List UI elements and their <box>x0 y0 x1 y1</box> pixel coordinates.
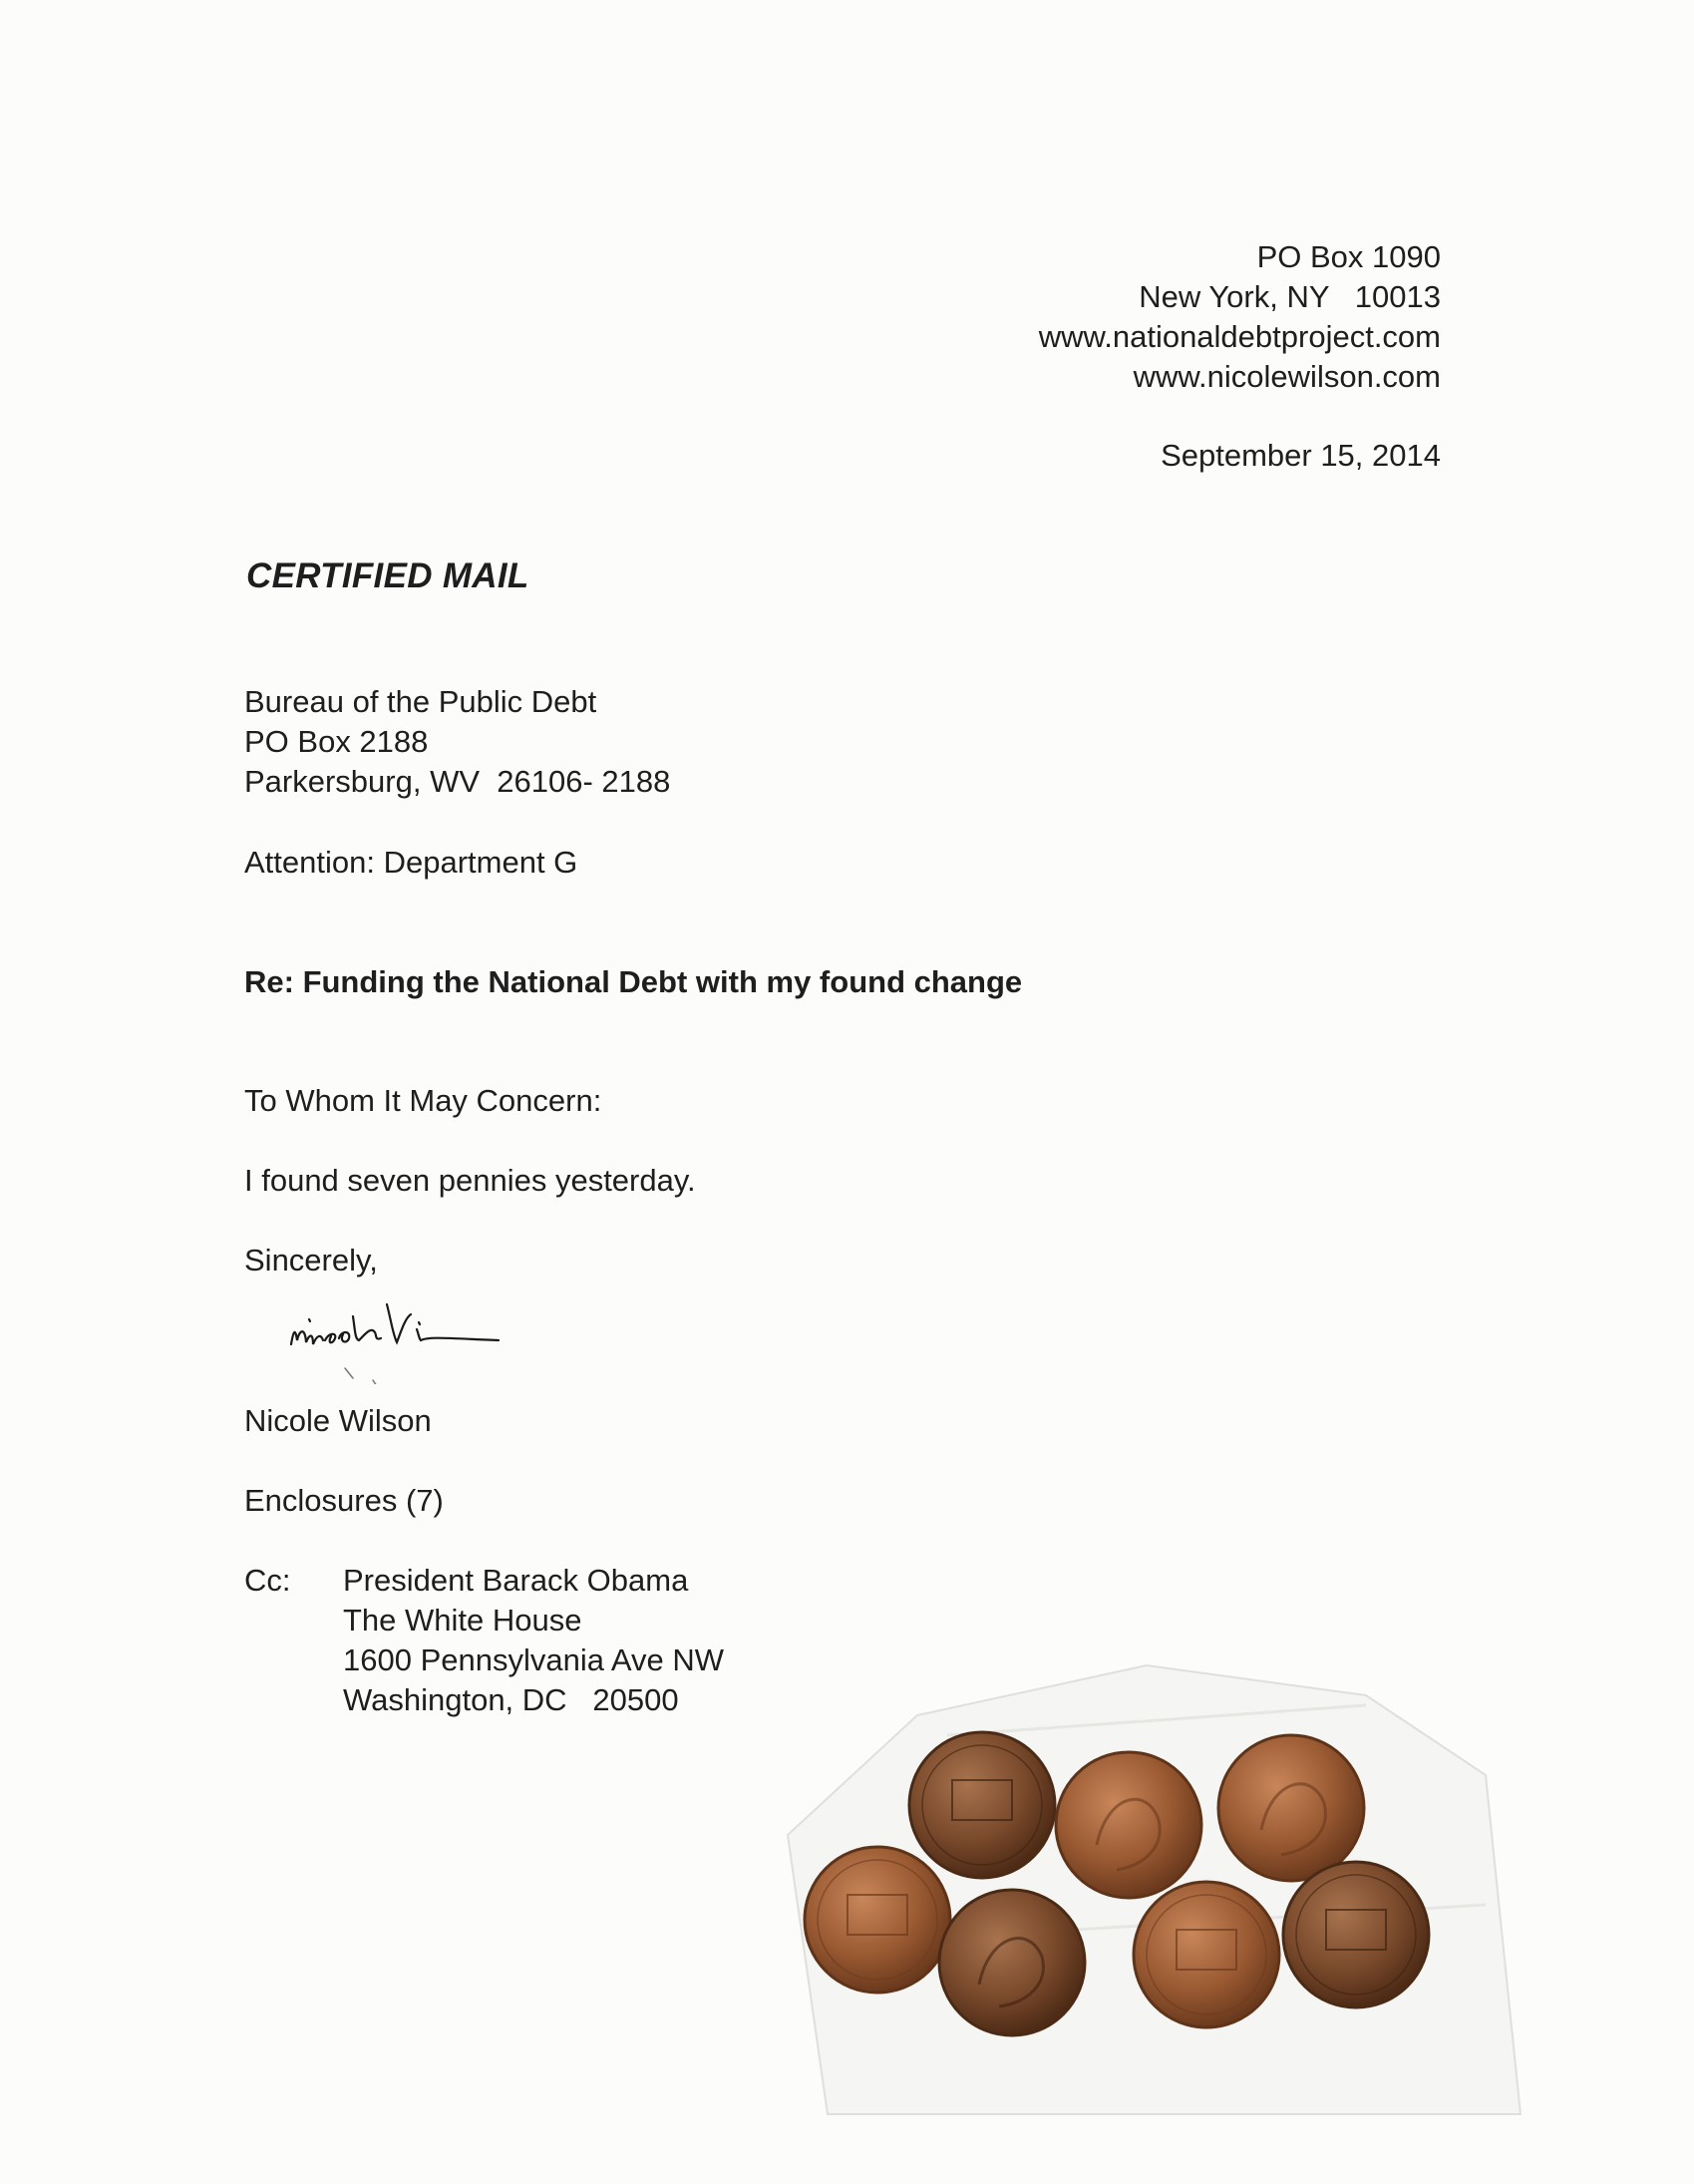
penny-7 <box>1283 1862 1429 2007</box>
enclosures-note: Enclosures (7) <box>244 1483 444 1518</box>
certified-mail-label: CERTIFIED MAIL <box>246 556 529 595</box>
cc-organization: The White House <box>343 1603 582 1638</box>
sender-website-1: www.nationaldebtproject.com <box>1038 319 1441 354</box>
signer-name: Nicole Wilson <box>244 1403 432 1438</box>
penny-4 <box>805 1847 950 1993</box>
recipient-city: Parkersburg, WV 26106- 2188 <box>244 764 671 799</box>
cc-city: Washington, DC 20500 <box>343 1682 679 1717</box>
letter-date: September 15, 2014 <box>1161 438 1441 473</box>
cc-street: 1600 Pennsylvania Ave NW <box>343 1642 724 1677</box>
sender-po-box: PO Box 1090 <box>1256 239 1441 274</box>
sender-city: New York, NY 10013 <box>1139 279 1441 314</box>
recipient-name: Bureau of the Public Debt <box>244 684 597 719</box>
cc-label: Cc: <box>244 1563 291 1598</box>
penny-5 <box>939 1890 1085 2035</box>
handwritten-signature <box>279 1274 598 1384</box>
closing: Sincerely, <box>244 1243 378 1277</box>
sender-website-2: www.nicolewilson.com <box>1133 359 1441 394</box>
letter-body: I found seven pennies yesterday. <box>244 1163 696 1198</box>
recipient-po-box: PO Box 2188 <box>244 724 429 759</box>
penny-1 <box>909 1732 1055 1878</box>
cc-address <box>343 1561 724 1720</box>
sender-address <box>1039 237 1441 397</box>
subject-line: Re: Funding the National Debt with my found change <box>244 964 1023 999</box>
enclosed-pennies-bag <box>768 1645 1535 2124</box>
recipient-address <box>244 682 670 802</box>
salutation: To Whom It May Concern: <box>244 1083 602 1118</box>
cc-name: President Barack Obama <box>343 1563 689 1598</box>
penny-2 <box>1056 1752 1201 1898</box>
attention-line: Attention: Department G <box>244 845 578 880</box>
penny-6 <box>1134 1882 1279 2027</box>
penny-3 <box>1218 1735 1364 1881</box>
